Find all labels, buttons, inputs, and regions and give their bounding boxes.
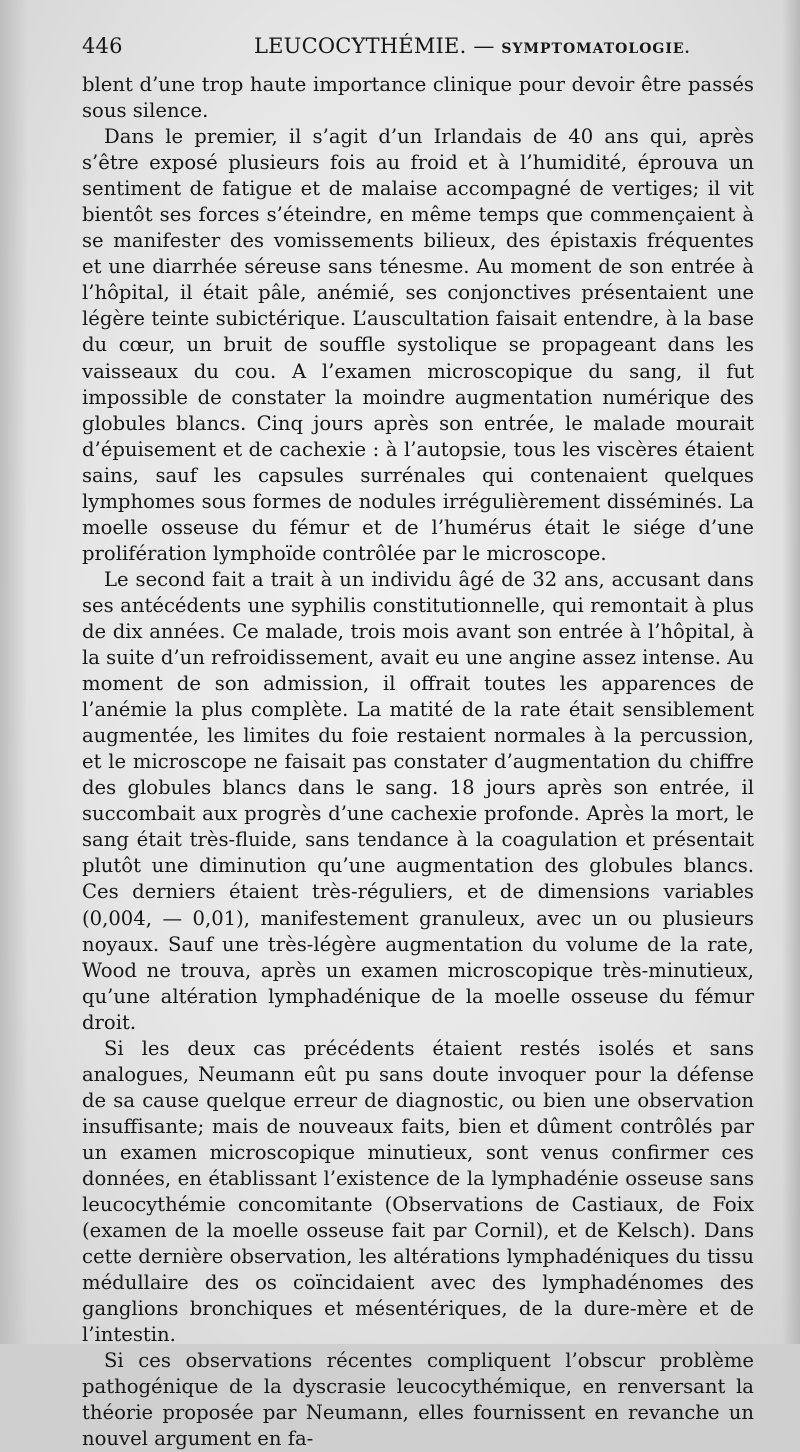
paragraph-second-case: Le second fait a trait à un individu âgé de 32 ans, accusant dans ses antécédents une syphilis constitutionnelle, qui remontait à plus de dix années. Ce malade, trois mois avant son entrée à l’hôpital, à la suite d’un refroidissement, avait eu une angine assez intense. Au moment de son admission, il offrait toutes les apparences de l’anémie la plus complète. La matité de la rate était sensiblement augmentée, les limites du foie restaient normales à la percussion, et le microscope ne faisait pas constater d’augmentation du chiffre des globules blancs dans le sang. 18 jours après son entrée, il succombait aux progrès d’une cachexie profonde. Après la mort, le sang était très-fluide, sans tendance à la coagulation et présentait plutôt une diminution qu’une augmentation des globules blancs. Ces derniers étaient très-réguliers, et de dimensions variables (0,004, — 0,01), manifestement granuleux, avec un ou plusieurs noyaux. Sauf une très-légère augmentation du volume de la rate, Wood ne trouva, après un examen microscopique très-minutieux, qu’une altération lymphadénique de la moelle osseuse du fémur droit.: [82, 567, 754, 1034]
page-number: 446: [82, 34, 123, 58]
body-text: [82, 72, 754, 1452]
paragraph-neumann-cases: Si les deux cas précédents étaient restés isolés et sans analogues, Neumann eût pu sans doute invoquer pour la défense de sa cause quelque erreur de diagnostic, ou bien une observation insuffisante; mais de nouveaux faits, bien et dûment contrôlés par un examen microscopique minutieux, sont venus confirmer ces données, en établissant l’existence de la lymphadénie osseuse sans leucocythémie concomitante (Observations de Castiaux, de Foix (examen de la moelle osseuse fait par Cornil), et de Kelsch). Dans cette dernière observation, les altérations lymphadéniques du tissu médullaire des os coïncidaient avec des lymphadénomes des ganglions bronchiques et mésentériques, de la dure-mère et de l’intestin.: [82, 1036, 754, 1347]
paragraph-conclusion: Si ces observations récentes compliquent l’obscur problème pathogénique de la dyscrasie leucocythémique, en renversant la théorie proposée par Neumann, elles fournissent en revanche un nouvel argument en fa-: [82, 1349, 754, 1451]
running-title: [254, 34, 690, 58]
paragraph-continuation: blent d’une trop haute importance clinique pour devoir être passés sous silence.: [82, 73, 754, 123]
running-title-subtitle: SYMPTOMATOLOGIE.: [501, 41, 691, 57]
running-title-separator: —: [466, 34, 502, 58]
paragraph-first-case: Dans le premier, il s’agit d’un Irlandais de 40 ans qui, après s’être exposé plusieurs fois au froid et à l’humidité, éprouva un sentiment de fatigue et de malaise accompagné de vertiges; il vit bientôt ses forces s’éteindre, en même temps que commençaient à se manifester des vomissements bilieux, des épistaxis fréquentes et une diarrhée séreuse sans ténesme. Au moment de son entrée à l’hôpital, il était pâle, anémié, ses conjonctives présentaient une légère teinte subictérique. L’auscultation faisait entendre, à la base du cœur, un bruit de souffle systolique se propageant dans les vaisseaux du cou. A l’examen microscopique du sang, il fut impossible de constater la moindre augmentation numérique des globules blancs. Cinq jours après son entrée, le malade mourait d’épuisement et de cachexie : à l’autopsie, tous les viscères étaient sains, sauf les capsules surrénales qui contenaient quelques lymphomes sous formes de nodules irrégulièrement disséminés. La moelle osseuse du fémur et de l’humérus était le siége d’une prolifération lymphoïde contrôlée par le microscope.: [82, 125, 754, 565]
running-head: [82, 34, 752, 64]
running-title-main: LEUCOCYTHÉMIE.: [254, 34, 467, 58]
